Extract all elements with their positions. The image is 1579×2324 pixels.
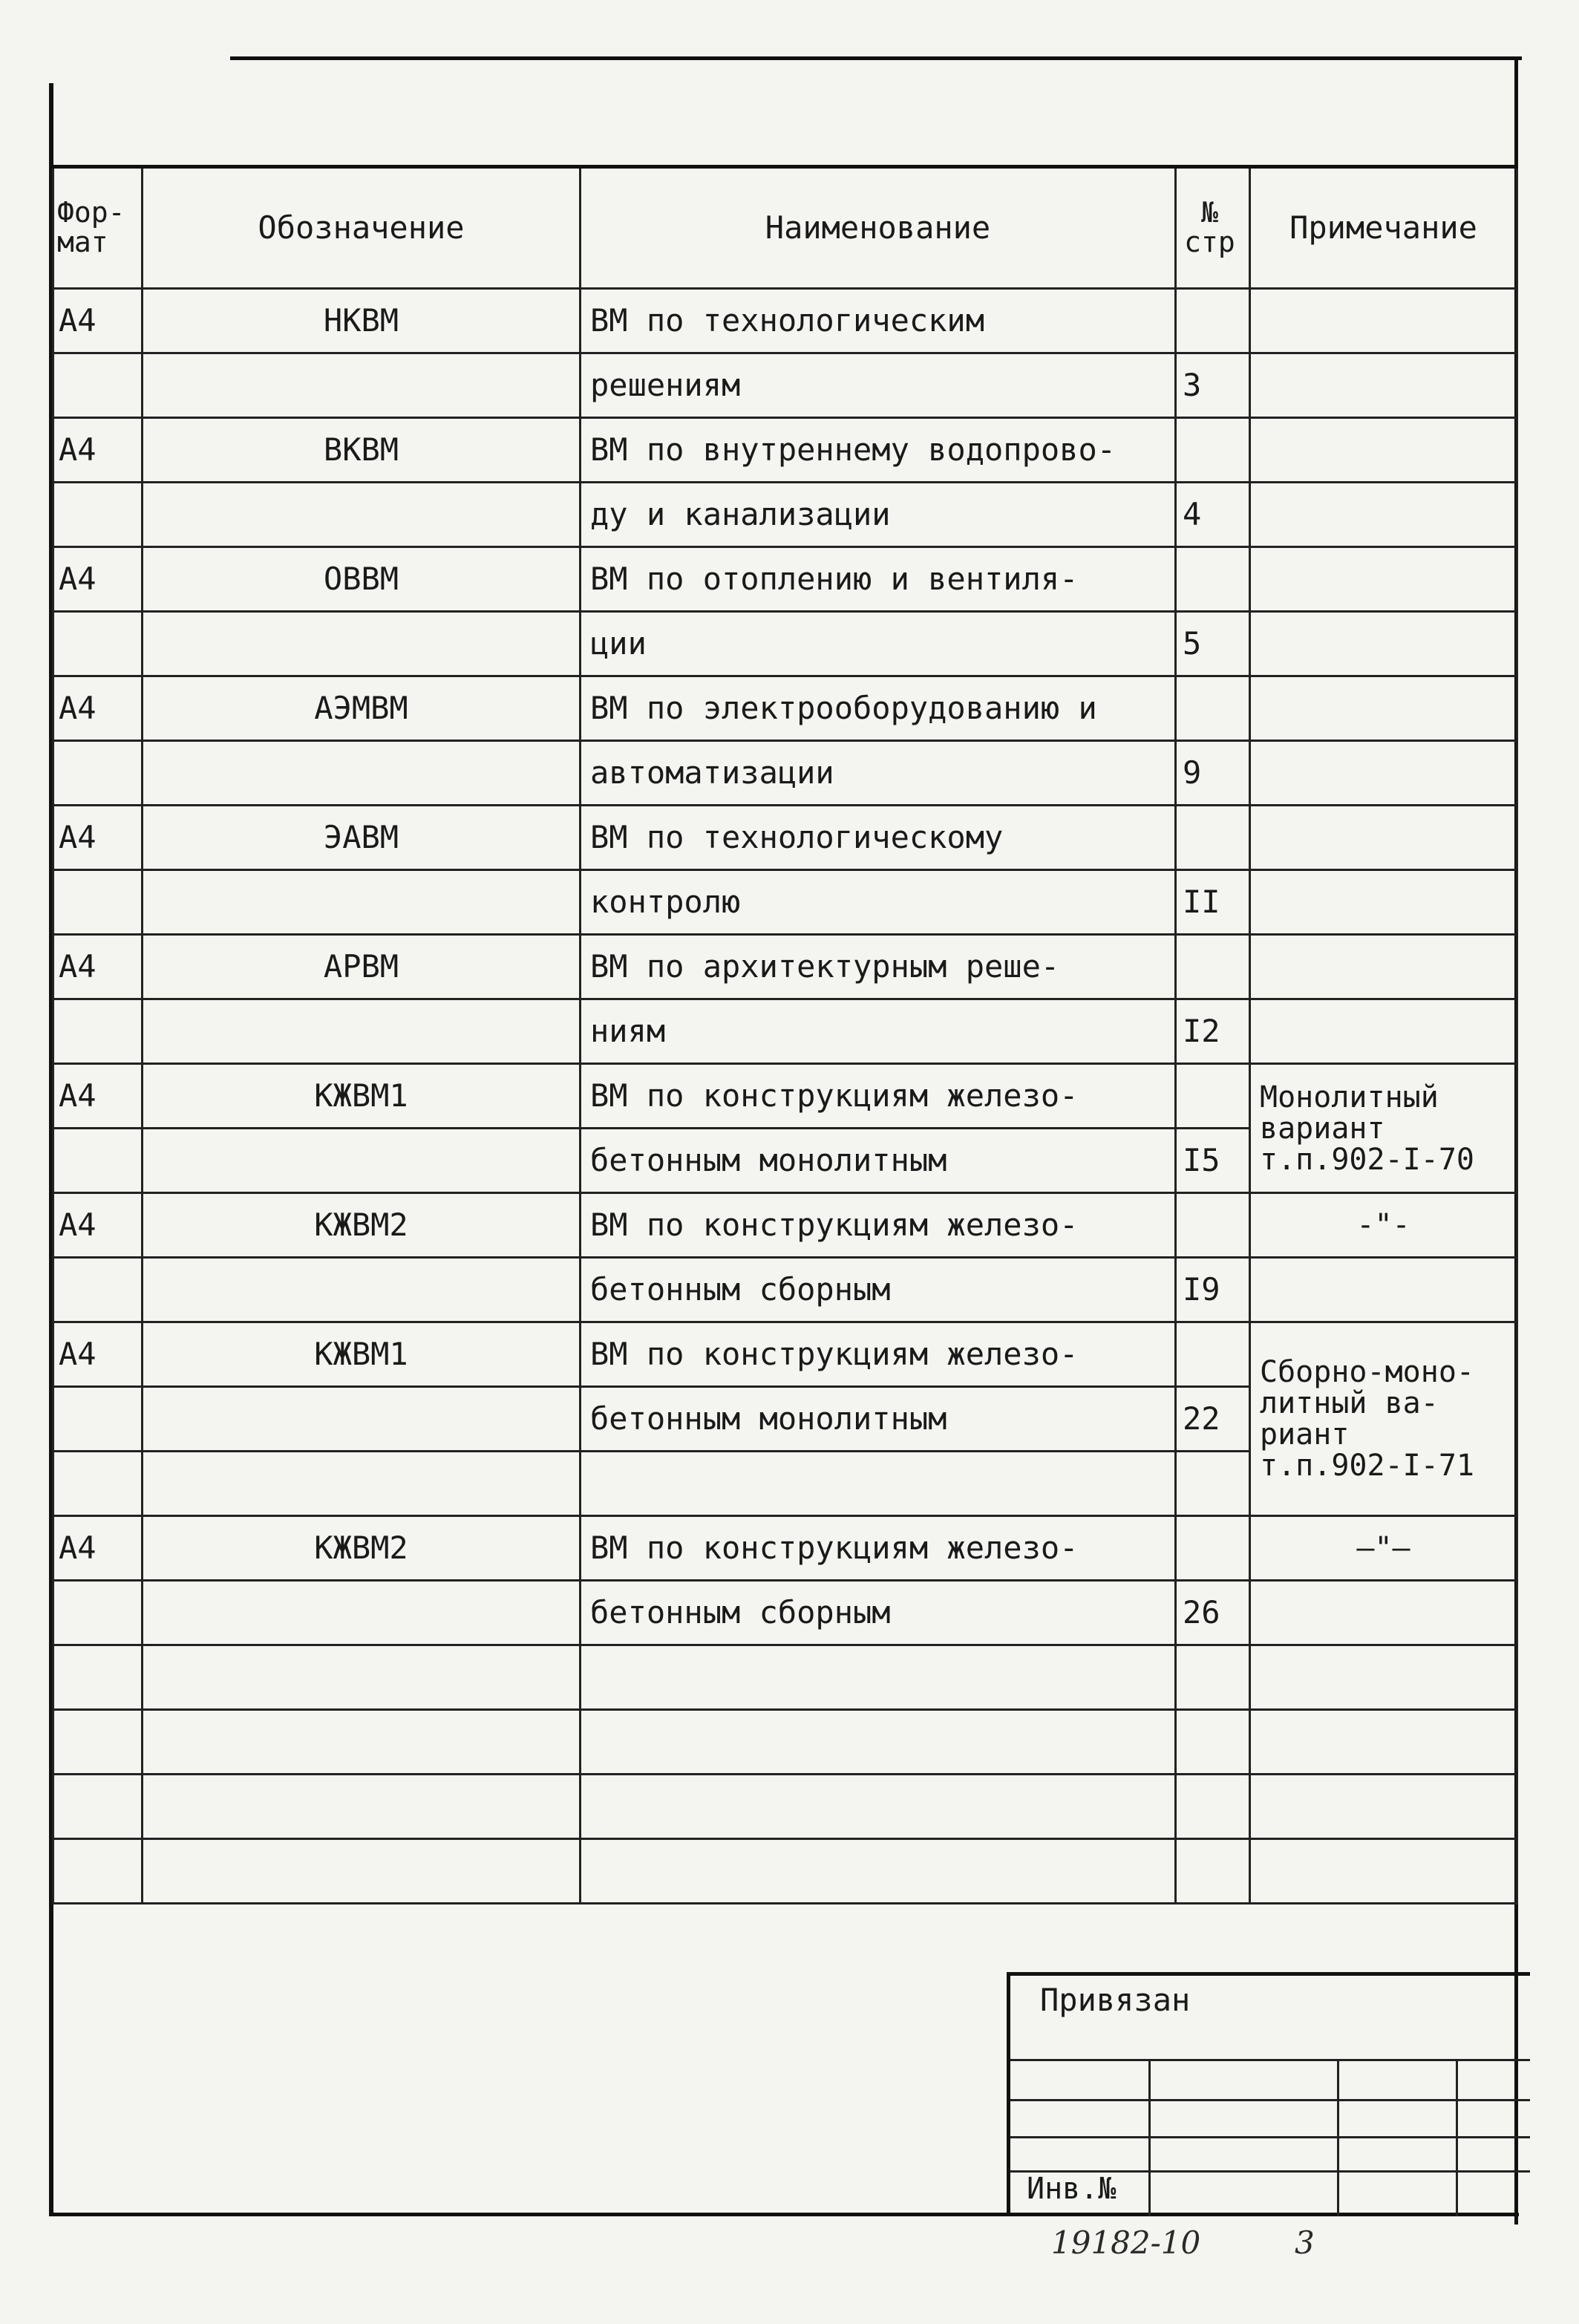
format-cell (53, 1129, 143, 1193)
header-note: Примечание (1250, 167, 1517, 289)
name-cell (581, 1839, 1176, 1904)
designation-cell (143, 1645, 581, 1710)
designation-cell (143, 1775, 581, 1839)
table-row (53, 483, 1517, 547)
header-name: Наименование (581, 167, 1176, 289)
name-cell: ду и канализации (581, 483, 1176, 547)
note-cell (1250, 1839, 1517, 1904)
designation-cell: ЭАВМ (143, 806, 581, 870)
inventory-label: Инв.№ (1027, 2172, 1117, 2206)
table-row (53, 870, 1517, 935)
format-cell: А4 (53, 289, 143, 353)
note-cell: Сборно-моно-литный ва-риант т.п.902-I-71 (1250, 1322, 1517, 1516)
page-cell: 9 (1176, 741, 1250, 806)
note-cell: -"- (1250, 1193, 1517, 1258)
designation-cell: КЖВМ2 (143, 1193, 581, 1258)
name-cell: ниям (581, 999, 1176, 1064)
table-row (53, 547, 1517, 612)
page-cell (1176, 1839, 1250, 1904)
format-cell (53, 1258, 143, 1322)
format-cell: А4 (53, 547, 143, 612)
stamp-divider (1010, 2059, 1530, 2061)
designation-cell (143, 353, 581, 418)
name-cell: решениям (581, 353, 1176, 418)
format-cell: А4 (53, 1064, 143, 1129)
page-cell: 26 (1176, 1581, 1250, 1645)
table-row (53, 1064, 1517, 1129)
page-cell (1176, 806, 1250, 870)
designation-cell: ВКВМ (143, 418, 581, 483)
note-cell (1250, 1581, 1517, 1645)
page-cell (1176, 676, 1250, 741)
sheet-number: 3 (1295, 2225, 1315, 2261)
name-cell (581, 1775, 1176, 1839)
stamp-title: Привязан (1040, 1982, 1191, 2018)
page-cell (1176, 1516, 1250, 1581)
format-cell (53, 483, 143, 547)
name-cell: бетонным монолитным (581, 1129, 1176, 1193)
designation-cell: КЖВМ1 (143, 1064, 581, 1129)
note-cell (1250, 935, 1517, 999)
name-cell: ВМ по внутреннему водопрово- (581, 418, 1176, 483)
frame-border-top (230, 56, 1522, 60)
specification-table (52, 165, 1518, 1904)
page-cell: II (1176, 870, 1250, 935)
page-cell (1176, 289, 1250, 353)
page-cell: I9 (1176, 1258, 1250, 1322)
table-header-row (53, 167, 1517, 289)
designation-cell (143, 999, 581, 1064)
page-cell (1176, 1645, 1250, 1710)
format-cell (53, 1387, 143, 1452)
name-cell: ВМ по конструкциям железо- (581, 1064, 1176, 1129)
name-cell: ВМ по конструкциям железо- (581, 1516, 1176, 1581)
format-cell: А4 (53, 1193, 143, 1258)
table-row (53, 1775, 1517, 1839)
header-page: № стр (1176, 167, 1250, 289)
inventory-number: 19182-10 (1051, 2225, 1201, 2261)
page-cell (1176, 1775, 1250, 1839)
name-cell (581, 1452, 1176, 1516)
designation-cell (143, 741, 581, 806)
designation-cell: АРВМ (143, 935, 581, 999)
designation-cell: КЖВМ1 (143, 1322, 581, 1387)
page-cell (1176, 1710, 1250, 1775)
format-cell (53, 1775, 143, 1839)
note-cell: —"— (1250, 1516, 1517, 1581)
format-cell (53, 353, 143, 418)
designation-cell: ОВВМ (143, 547, 581, 612)
note-cell (1250, 289, 1517, 353)
designation-cell (143, 1387, 581, 1452)
note-cell (1250, 547, 1517, 612)
table-row (53, 1258, 1517, 1322)
header-designation: Обозначение (143, 167, 581, 289)
table-row (53, 1581, 1517, 1645)
page-cell: I2 (1176, 999, 1250, 1064)
format-cell (53, 1839, 143, 1904)
name-cell: ВМ по отоплению и вентиля- (581, 547, 1176, 612)
table-row (53, 1516, 1517, 1581)
designation-cell (143, 1710, 581, 1775)
page-cell (1176, 1452, 1250, 1516)
table-row (53, 418, 1517, 483)
page-cell: 5 (1176, 612, 1250, 676)
format-cell: А4 (53, 1516, 143, 1581)
header-format: Фор-мат (53, 167, 143, 289)
name-cell: ВМ по конструкциям железо- (581, 1322, 1176, 1387)
format-cell: А4 (53, 806, 143, 870)
stamp-column-divider (1337, 2059, 1339, 2216)
table-row (53, 1710, 1517, 1775)
designation-cell: АЭМВМ (143, 676, 581, 741)
page-cell: 3 (1176, 353, 1250, 418)
name-cell (581, 1710, 1176, 1775)
stamp-divider (1010, 2099, 1530, 2101)
name-cell: ции (581, 612, 1176, 676)
page-cell (1176, 935, 1250, 999)
format-cell: А4 (53, 676, 143, 741)
table-body (53, 289, 1517, 1904)
note-cell (1250, 870, 1517, 935)
note-cell (1250, 676, 1517, 741)
format-cell (53, 1452, 143, 1516)
table-row (53, 353, 1517, 418)
note-cell (1250, 1710, 1517, 1775)
format-cell (53, 870, 143, 935)
designation-cell (143, 1258, 581, 1322)
note-cell (1250, 353, 1517, 418)
note-cell (1250, 741, 1517, 806)
designation-cell (143, 1581, 581, 1645)
stamp-divider (1010, 2136, 1530, 2138)
note-cell (1250, 612, 1517, 676)
format-cell: А4 (53, 1322, 143, 1387)
designation-cell (143, 483, 581, 547)
page-cell (1176, 1064, 1250, 1129)
name-cell: бетонным монолитным (581, 1387, 1176, 1452)
format-cell (53, 1710, 143, 1775)
designation-cell: НКВМ (143, 289, 581, 353)
format-cell (53, 999, 143, 1064)
designation-cell (143, 1452, 581, 1516)
binding-stamp (1007, 1972, 1530, 2216)
name-cell (581, 1645, 1176, 1710)
format-cell (53, 1581, 143, 1645)
note-cell (1250, 418, 1517, 483)
page-cell (1176, 547, 1250, 612)
name-cell: бетонным сборным (581, 1581, 1176, 1645)
table-row (53, 289, 1517, 353)
table-row (53, 1193, 1517, 1258)
table-row (53, 935, 1517, 999)
format-cell (53, 612, 143, 676)
note-cell: Монолитный вариант т.п.902-I-70 (1250, 1064, 1517, 1193)
designation-cell (143, 870, 581, 935)
name-cell: автоматизации (581, 741, 1176, 806)
note-cell (1250, 999, 1517, 1064)
designation-cell (143, 612, 581, 676)
note-cell (1250, 806, 1517, 870)
table-row (53, 612, 1517, 676)
name-cell: ВМ по технологическим (581, 289, 1176, 353)
note-cell (1250, 1775, 1517, 1839)
name-cell: ВМ по конструкциям железо- (581, 1193, 1176, 1258)
table-row (53, 999, 1517, 1064)
page-cell (1176, 1193, 1250, 1258)
format-cell: А4 (53, 935, 143, 999)
stamp-column-divider (1456, 2059, 1458, 2216)
format-cell: А4 (53, 418, 143, 483)
note-cell (1250, 483, 1517, 547)
table-row (53, 1322, 1517, 1387)
name-cell: контролю (581, 870, 1176, 935)
name-cell: ВМ по технологическому (581, 806, 1176, 870)
format-cell (53, 741, 143, 806)
page-cell (1176, 418, 1250, 483)
page-cell (1176, 1322, 1250, 1387)
page-cell: I5 (1176, 1129, 1250, 1193)
note-cell (1250, 1258, 1517, 1322)
table-row (53, 1645, 1517, 1710)
table-row (53, 676, 1517, 741)
name-cell: бетонным сборным (581, 1258, 1176, 1322)
format-cell (53, 1645, 143, 1710)
page-cell: 22 (1176, 1387, 1250, 1452)
stamp-column-divider (1148, 2059, 1151, 2216)
name-cell: ВМ по архитектурным реше- (581, 935, 1176, 999)
table-row (53, 741, 1517, 806)
table-row (53, 806, 1517, 870)
page-cell: 4 (1176, 483, 1250, 547)
table-row (53, 1839, 1517, 1904)
note-cell (1250, 1645, 1517, 1710)
designation-cell (143, 1839, 581, 1904)
designation-cell: КЖВМ2 (143, 1516, 581, 1581)
designation-cell (143, 1129, 581, 1193)
name-cell: ВМ по электрооборудованию и (581, 676, 1176, 741)
